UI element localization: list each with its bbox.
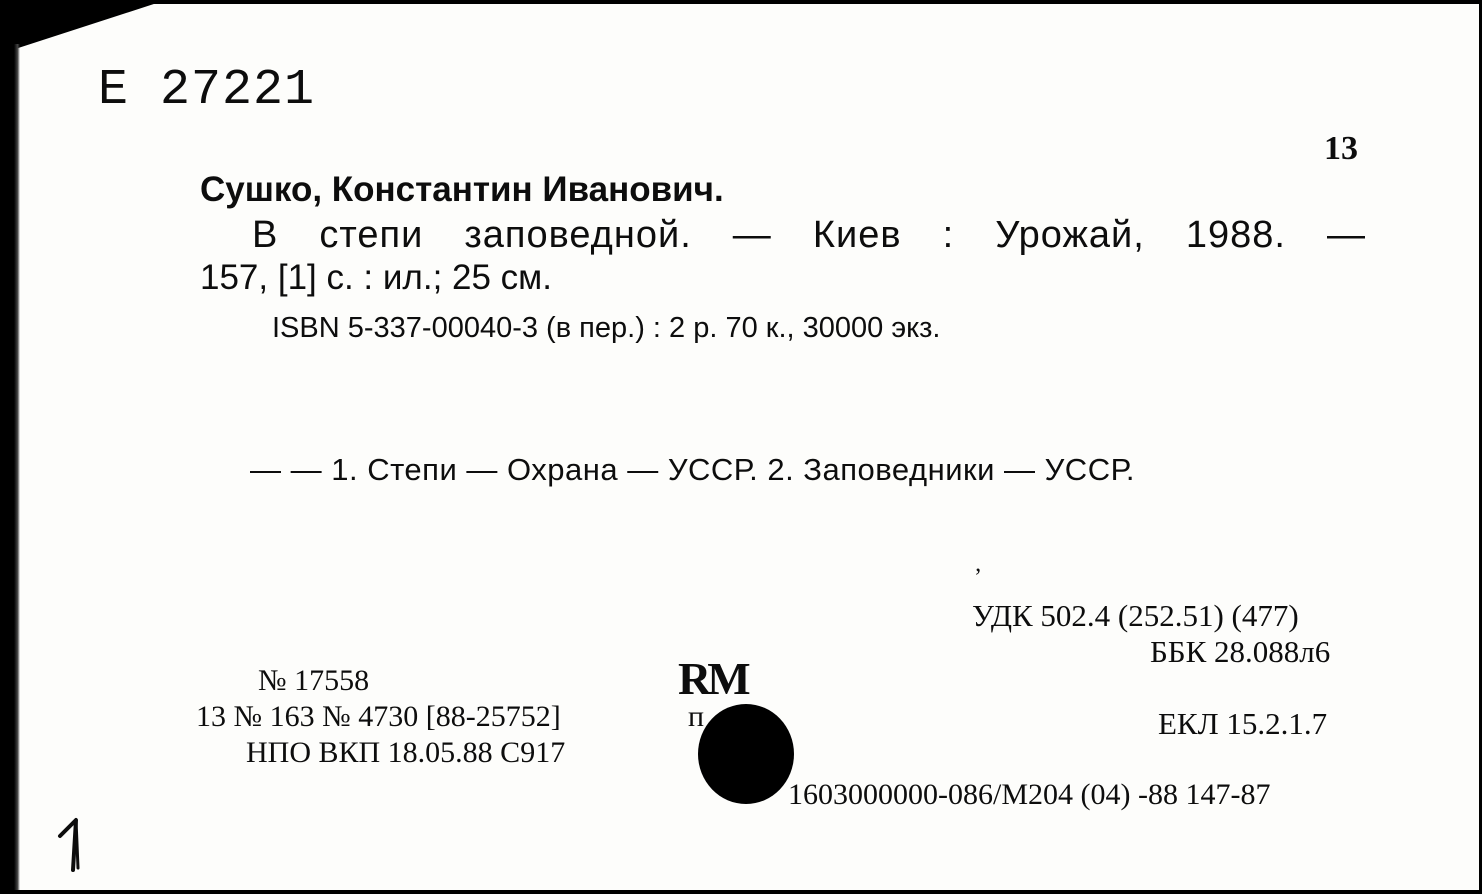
handwritten-mark: [56, 814, 90, 874]
author-heading: Сушко, Константин Иванович.: [200, 170, 724, 209]
bottom-code: 1603000000-086/М204 (04) -88 147-87: [788, 778, 1271, 811]
order-number: 13 № 163 № 4730 [88-25752]: [196, 700, 561, 733]
physical-description: 157, [1] с. : ил.; 25 см.: [200, 258, 552, 297]
catalog-card: [14, 4, 1479, 890]
card-edge-shadow: [14, 44, 20, 890]
subject-headings: — — 1. Степи — Охрана — УССР. 2. Заповедники — УССР.: [250, 452, 1136, 487]
title-statement: В степи заповедной. — Киев : Урожай, 1988. —: [252, 214, 1366, 256]
cut-corner: [14, 4, 160, 50]
card-number: № 17558: [258, 664, 370, 697]
ink-blot: [698, 704, 794, 804]
isbn-price: ISBN 5-337-00040-3 (в пер.) : 2 р. 70 к., 30000 экз.: [272, 312, 941, 344]
udk-code: УДК 502.4 (252.51) (477): [972, 598, 1299, 633]
bbk-code: ББК 28.088л6: [1150, 634, 1331, 669]
printer-line: НПО ВКП 18.05.88 С917: [246, 736, 566, 769]
order-suffix: п: [688, 700, 705, 733]
classification-number: 13: [1324, 130, 1358, 167]
apostrophe-mark: ‚: [974, 551, 982, 577]
call-number: Е 27221: [98, 62, 316, 119]
stamp-letters: RM: [678, 653, 747, 704]
ekl-code: ЕКЛ 15.2.1.7: [1158, 706, 1328, 741]
